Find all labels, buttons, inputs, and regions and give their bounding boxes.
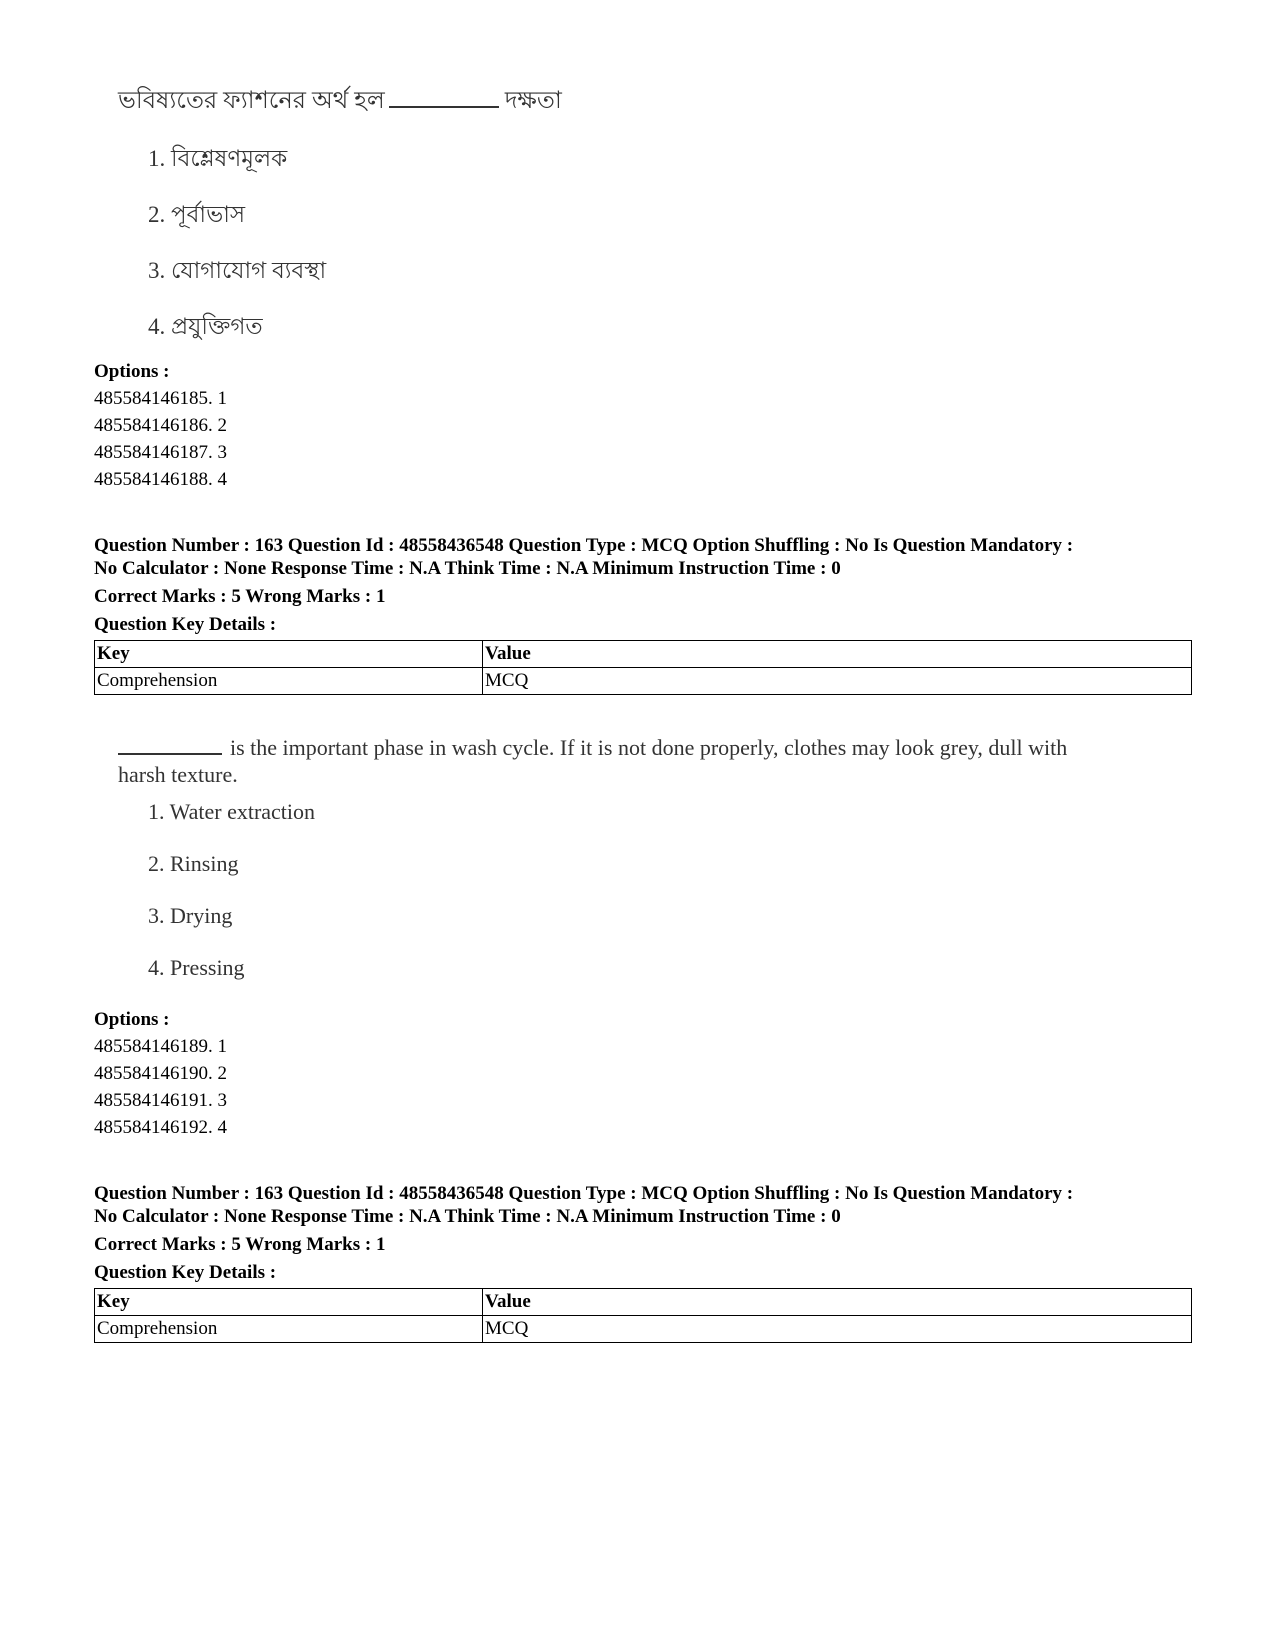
- choice-4: 4. প্রযুক্তিগত: [148, 314, 263, 339]
- option-item: 485584146190. 2: [94, 1063, 227, 1084]
- question-image-english: [118, 735, 1138, 1025]
- stem-text-after: দক্ষতা: [504, 88, 562, 114]
- options-heading: Options :: [94, 361, 170, 382]
- cell-value: MCQ: [483, 1316, 1192, 1343]
- option-item: 485584146185. 1: [94, 388, 227, 409]
- choice-2: 2. Rinsing: [148, 851, 239, 876]
- option-item: 485584146192. 4: [94, 1117, 227, 1138]
- cell-key: Comprehension: [95, 1316, 483, 1343]
- option-item: 485584146188. 4: [94, 469, 227, 490]
- option-item: 485584146189. 1: [94, 1036, 227, 1057]
- marks-line: Correct Marks : 5 Wrong Marks : 1: [94, 586, 386, 607]
- question-stem: [118, 733, 1128, 788]
- option-item: 485584146186. 2: [94, 415, 227, 436]
- options-block: [94, 1008, 1194, 1140]
- answer-blank: [118, 733, 222, 755]
- table-header-row: [95, 1289, 1192, 1316]
- header-key: Key: [95, 1289, 483, 1316]
- choice-1: 1. বিশ্লেষণমূলক: [148, 146, 288, 171]
- key-details-heading: Question Key Details :: [94, 614, 277, 635]
- choice-3: 3. Drying: [148, 903, 233, 928]
- choice-4: 4. Pressing: [148, 955, 245, 980]
- question-image-bengali: [118, 84, 1118, 354]
- cell-value: MCQ: [483, 668, 1192, 695]
- table-row: [95, 1316, 1192, 1343]
- meta-line-1: Question Number : 163 Question Id : 48558436548 Question Type : MCQ Option Shuffling : No Is Question Mandatory :: [94, 1183, 1074, 1204]
- key-details-heading: Question Key Details :: [94, 1262, 277, 1283]
- choice-1: 1. Water extraction: [148, 799, 316, 824]
- stem-line-2: harsh texture.: [118, 762, 238, 787]
- header-value: Value: [483, 1289, 1192, 1316]
- option-item: 485584146187. 3: [94, 442, 227, 463]
- header-key: Key: [95, 641, 483, 668]
- table-row: [95, 668, 1192, 695]
- meta-line-2: No Calculator : None Response Time : N.A Think Time : N.A Minimum Instruction Time : 0: [94, 558, 841, 579]
- question-meta: [94, 1182, 1194, 1285]
- options-block: [94, 360, 1194, 492]
- stem-line-1: is the important phase in wash cycle. If it is not done properly, clothes may look grey, dull with: [230, 735, 1068, 760]
- option-item: 485584146191. 3: [94, 1090, 227, 1111]
- choice-2: 2. পূর্বাভাস: [148, 202, 246, 227]
- question-meta: [94, 534, 1194, 637]
- meta-line-1: Question Number : 163 Question Id : 48558436548 Question Type : MCQ Option Shuffling : No Is Question Mandatory :: [94, 535, 1074, 556]
- key-details-table: [94, 1288, 1192, 1343]
- table-header-row: [95, 641, 1192, 668]
- key-details-table: [94, 640, 1192, 695]
- cell-key: Comprehension: [95, 668, 483, 695]
- meta-line-2: No Calculator : None Response Time : N.A Think Time : N.A Minimum Instruction Time : 0: [94, 1206, 841, 1227]
- stem-text-before: ভবিষ্যতের ফ্যাশনের অর্থ হল: [118, 88, 385, 114]
- header-value: Value: [483, 641, 1192, 668]
- answer-blank: [389, 86, 499, 108]
- options-heading: Options :: [94, 1009, 170, 1030]
- question-stem: [118, 86, 562, 115]
- marks-line: Correct Marks : 5 Wrong Marks : 1: [94, 1234, 386, 1255]
- choice-3: 3. যোগাযোগ ব্যবস্থা: [148, 258, 327, 283]
